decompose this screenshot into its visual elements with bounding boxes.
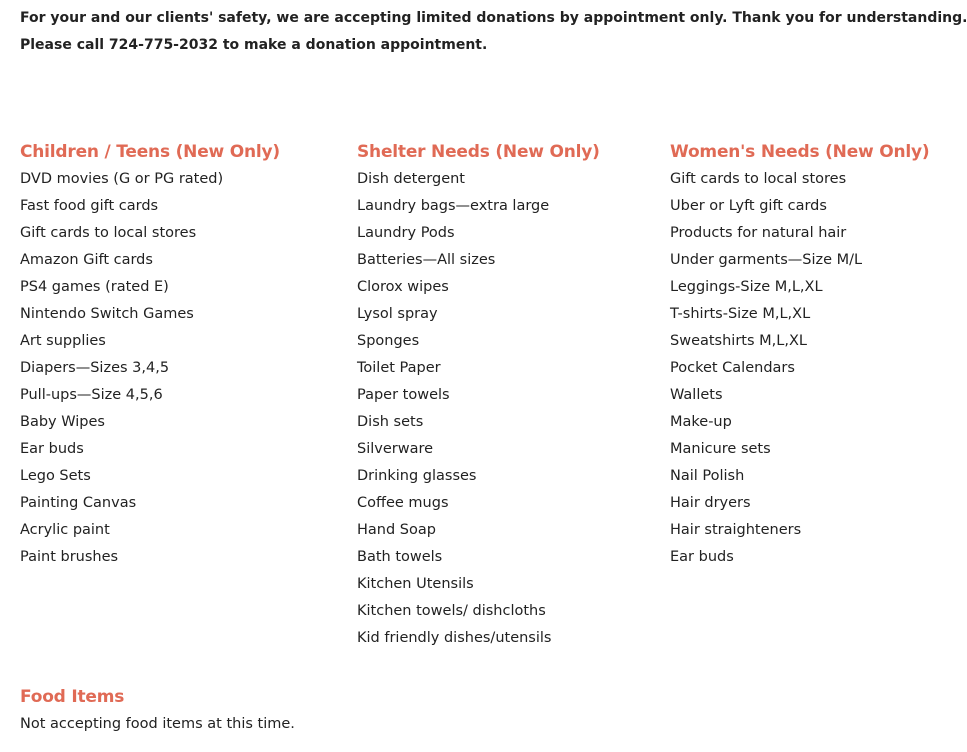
list-item: T-shirts-Size M,L,XL [670, 306, 811, 322]
children-teens-heading: Children / Teens (New Only) [20, 142, 280, 162]
notice-line-2: Please call 724-775-2032 to make a donation appointment. [20, 37, 488, 53]
donation-notice [20, 5, 967, 59]
list-item: Uber or Lyft gift cards [670, 198, 827, 214]
list-item: Amazon Gift cards [20, 252, 153, 268]
food-items-section [20, 684, 620, 738]
list-item: Painting Canvas [20, 495, 137, 511]
list-item: Baby Wipes [20, 414, 105, 430]
list-item: Leggings-Size M,L,XL [670, 279, 823, 295]
list-item: Sponges [357, 333, 420, 349]
list-item: Drinking glasses [357, 468, 477, 484]
list-item: Hand Soap [357, 522, 436, 538]
list-item: Clorox wipes [357, 279, 449, 295]
list-item: Wallets [670, 387, 723, 403]
list-item: Silverware [357, 441, 434, 457]
list-item: Sweatshirts M,L,XL [670, 333, 807, 349]
children-teens-list [20, 166, 340, 571]
list-item: Products for natural hair [670, 225, 847, 241]
list-item: Pull-ups—Size 4,5,6 [20, 387, 163, 403]
list-item: Nintendo Switch Games [20, 306, 194, 322]
list-item: Hair straighteners [670, 522, 802, 538]
list-item: Paper towels [357, 387, 450, 403]
shelter-needs-heading: Shelter Needs (New Only) [357, 142, 600, 162]
shelter-needs-list [357, 166, 657, 652]
list-item: Kitchen Utensils [357, 576, 474, 592]
list-item: Make-up [670, 414, 732, 430]
list-item: Ear buds [20, 441, 84, 457]
list-item: Dish detergent [357, 171, 465, 187]
list-item: Bath towels [357, 549, 443, 565]
list-item: Coffee mugs [357, 495, 449, 511]
list-item: Nail Polish [670, 468, 745, 484]
list-item: Pocket Calendars [670, 360, 795, 376]
list-item: Diapers—Sizes 3,4,5 [20, 360, 170, 376]
food-items-heading: Food Items [20, 687, 125, 707]
list-item: Kitchen towels/ dishcloths [357, 603, 546, 619]
notice-line-1: For your and our clients' safety, we are accepting limited donations by appointment only. Thank you for understanding. [20, 10, 967, 26]
list-item: Dish sets [357, 414, 424, 430]
womens-needs-heading: Women's Needs (New Only) [670, 142, 930, 162]
list-item: Hair dryers [670, 495, 751, 511]
list-item: Toilet Paper [357, 360, 441, 376]
children-teens-column [20, 139, 340, 571]
list-item: Kid friendly dishes/utensils [357, 630, 552, 646]
list-item: Ear buds [670, 549, 734, 565]
list-item: Laundry Pods [357, 225, 455, 241]
list-item: Under garments—Size M/L [670, 252, 863, 268]
list-item: Fast food gift cards [20, 198, 159, 214]
list-item: Lego Sets [20, 468, 91, 484]
list-item: Gift cards to local stores [670, 171, 847, 187]
list-item: Paint brushes [20, 549, 119, 565]
list-item: PS4 games (rated E) [20, 279, 169, 295]
list-item: Laundry bags—extra large [357, 198, 550, 214]
womens-needs-list [670, 166, 900, 571]
shelter-needs-column [357, 139, 657, 652]
list-item: Gift cards to local stores [20, 225, 197, 241]
list-item: DVD movies (G or PG rated) [20, 171, 224, 187]
food-items-note: Not accepting food items at this time. [20, 716, 295, 732]
womens-needs-column [670, 139, 930, 571]
list-item: Acrylic paint [20, 522, 110, 538]
list-item: Lysol spray [357, 306, 438, 322]
list-item: Manicure sets [670, 441, 771, 457]
list-item: Batteries—All sizes [357, 252, 496, 268]
list-item: Art supplies [20, 333, 106, 349]
